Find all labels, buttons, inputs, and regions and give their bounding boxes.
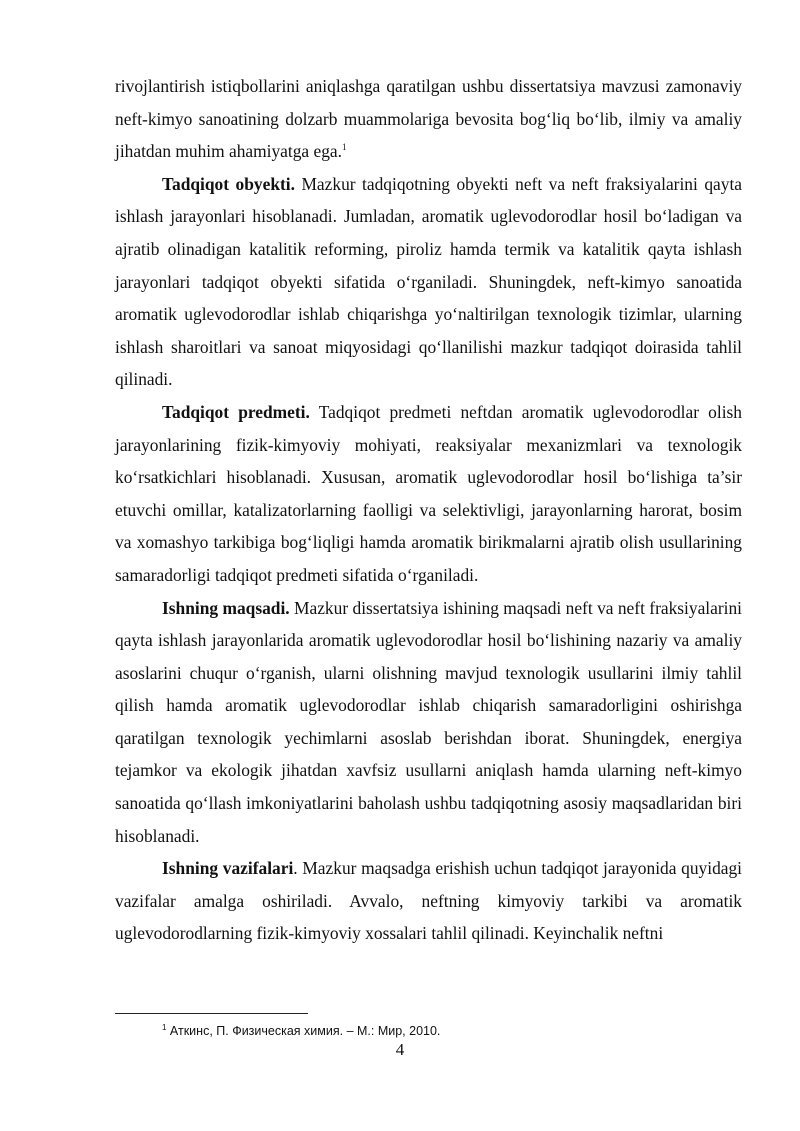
footnote-reference: 1: [341, 142, 347, 153]
section-text: Mazkur tadqiqotning obyekti neft va neft fraksiyalarini qayta ishlash jarayonlari hisoblanadi. Jumladan, aromatik uglevodorodlar hosil bo‘ladigan va ajratib olinadigan katalitik reforming, piroliz hamda termik va katalitik qayta ishlash jarayonlari tadqiqot obyekti sifatida o‘rganiladi. Shuningdek, neft-kimyo sanoatida aromatik uglevodorodlar ishlab chiqarishga yo‘naltirilgan texnologik tizimlar, ularning ishlash sharoitlari va sanoat miqyosidagi qo‘llanilishi mazkur tadqiqot doirasida tahlil qilinadi.: [115, 173, 742, 390]
body-text: [115, 70, 742, 950]
section-heading: Tadqiqot predmeti.: [162, 401, 310, 422]
section-heading: Ishning maqsadi.: [162, 597, 290, 618]
footnote-number: 1: [162, 1023, 167, 1032]
section-research-object: [115, 168, 742, 396]
footnote: [162, 1023, 722, 1039]
section-text: Mazkur dissertatsiya ishining maqsadi neft va neft fraksiyalarini qayta ishlash jarayonlarida aromatik uglevodorodlar hosil bo‘lishining nazariy va amaliy asoslarini chuqur o‘rganish, ularni olishning mavjud texnologik usullarini ilmiy tahlil qilish hamda aromatik uglevodorodlar ishlab chiqarish samaradorligini oshirishga qaratilgan texnologik yechimlarni asoslab berishdan iborat. Shuningdek, energiya tejamkor va ekologik jihatdan xavfsiz usullarni aniqlash hamda ularning neft-kimyo sanoatida qo‘llash imkoniyatlarini baholash ushbu tadqiqotning asosiy maqsadlaridan biri hisoblanadi.: [115, 597, 743, 846]
footnote-separator: [115, 1013, 308, 1014]
section-heading: Ishning vazifalari: [162, 858, 294, 879]
footnote-text: Аткинс, П. Физическая химия. – М.: Мир, 2010.: [166, 1024, 441, 1038]
intro-paragraph: [115, 70, 742, 168]
section-research-subject: [115, 396, 742, 592]
intro-text: rivojlantirish istiqbollarini aniqlashga qaratilgan ushbu dissertatsiya mavzusi zamonaviy neft-kimyo sanoatining dolzarb muammolariga bevosita bog‘liq bo‘lib, ilmiy va amaliy jihatdan muhim ahamiyatga ega.: [115, 76, 742, 162]
section-work-tasks: [115, 852, 742, 950]
section-text: . Mazkur maqsadga erishish uchun tadqiqot jarayonida quyidagi vazifalar amalga oshiriladi. Avvalo, neftning kimyoviy tarkibi va aromatik uglevodorodlarning fizik-kimyoviy xossalari tahlil qilinadi. Keyinchalik neftni: [115, 858, 743, 944]
section-heading: Tadqiqot obyekti.: [162, 173, 295, 194]
section-text: Tadqiqot predmeti neftdan aromatik uglevodorodlar olish jarayonlarining fizik-kimyoviy mohiyati, reaksiyalar mexanizmlari va texnologik ko‘rsatkichlari hisoblanadi. Xususan, aromatik uglevodorodlar hosil bo‘lishiga ta’sir etuvchi omillar, katalizatorlarning faolligi va selektivligi, jarayonlarning harorat, bosim va xomashyo tarkibiga bog‘liqligi hamda aromatik birikmalarni ajratib olish usullarining samaradorligi tadqiqot predmeti sifatida o‘rganiladi.: [115, 401, 742, 585]
section-work-goal: [115, 592, 742, 853]
page-number: 4: [395, 1040, 405, 1059]
